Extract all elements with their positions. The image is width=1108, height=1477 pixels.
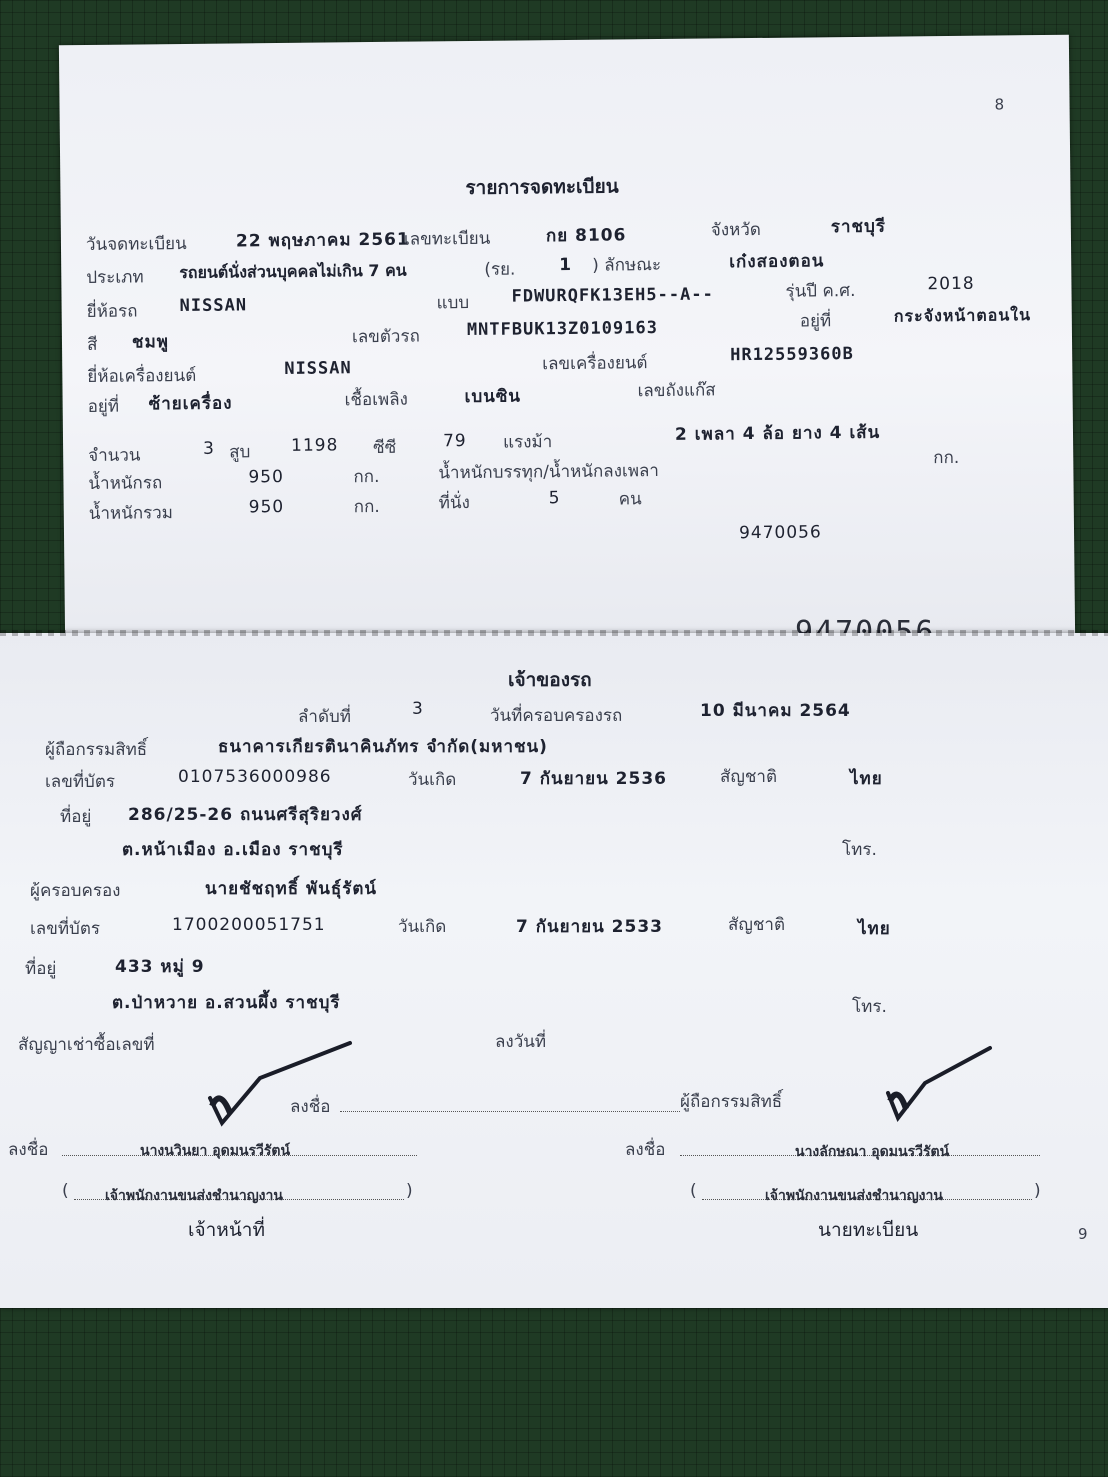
sign-line [340, 1111, 680, 1112]
year-label: รุ่นปี ค.ศ. [785, 280, 856, 302]
horsepower: 79 [442, 431, 467, 452]
brand-label: ยี่ห้อรถ [86, 301, 138, 323]
document-serial: 9470056 [738, 522, 822, 544]
chassis-number: MNTFBUK13Z0109163 [466, 318, 658, 341]
color-label: สี [86, 334, 98, 356]
owner-tel-label: โทร. [842, 840, 877, 860]
ry-number: 1 [559, 254, 573, 276]
holder-name: นายชัชฤทธิ์ พันธุ์รัตน์ [205, 879, 377, 899]
registrar-label: นายทะเบียน [818, 1219, 919, 1241]
cylinders: 3 [203, 438, 216, 459]
sign-right-position: เจ้าพนักงานขนส่งชำนาญงาน [765, 1188, 943, 1204]
load-label: น้ำหนักบรรทุก/น้ำหนักลงเพลา [438, 461, 660, 484]
holder-address-line1: 433 หมู่ 9 [115, 957, 205, 977]
weight-unit: กก. [353, 466, 380, 488]
owner-sign-label: ผู้ถือกรรมสิทธิ์ [680, 1092, 783, 1112]
sign-date-label: ลงวันที่ [495, 1032, 547, 1052]
model-label: แบบ [436, 293, 470, 314]
owner-address-label: ที่อยู่ [60, 807, 92, 827]
chassis-location-label: อยู่ที่ [799, 311, 832, 332]
engine-number: HR12559360B [730, 343, 854, 366]
section-title: รายการจดทะเบียน [465, 175, 619, 200]
vehicle-color: ชมพู [131, 332, 170, 353]
fuel-type: เบนซิน [464, 386, 522, 408]
type-label: ประเภท [86, 267, 144, 289]
holder-id-label: เลขที่บัตร [30, 919, 101, 939]
possess-date: 10 มีนาคม 2564 [700, 701, 851, 721]
chassis-location: กระจังหน้าตอนใน [893, 305, 1032, 326]
seats-label: ที่นั่ง [438, 493, 470, 514]
owner-nationality-label: สัญชาติ [720, 767, 777, 787]
owner-dob-label: วันเกิด [408, 770, 457, 790]
sign-label: ลงชื่อ [290, 1097, 331, 1117]
sign-right-name: นางลักษณา อุดมนรวีรัตน์ [795, 1144, 950, 1160]
page-number: 8 [994, 95, 1005, 114]
holder-address-label: ที่อยู่ [25, 959, 57, 979]
load-unit: กก. [933, 447, 960, 469]
holder-dob: 7 กันยายน 2533 [516, 917, 663, 937]
province-label: จังหวัด [710, 219, 762, 241]
quantity-label: จำนวน [88, 445, 141, 467]
owner-nationality: ไทย [850, 769, 883, 789]
owner-section-title: เจ้าของรถ [508, 669, 592, 691]
holder-dob-label: วันเกิด [398, 917, 447, 937]
engine-brand: NISSAN [284, 358, 352, 379]
persons-label: คน [618, 489, 642, 510]
order-number: 3 [412, 699, 424, 719]
gas-tank-label: เลขถังแก๊ส [637, 380, 716, 402]
signature-mark-right [880, 1043, 1000, 1123]
owner-address-line2: ต.หน้าเมือง อ.เมือง ราชบุรี [122, 840, 344, 860]
weight-label: น้ำหนักรถ [88, 473, 163, 495]
paren-left-close: ) [406, 1181, 413, 1201]
plate-number: กย 8106 [545, 225, 627, 247]
engine-no-label: เลขเครื่องยนต์ [542, 353, 648, 375]
fold-perforation [0, 630, 1108, 636]
owner-id-label: เลขที่บัตร [45, 772, 116, 792]
reg-date-label: วันจดทะเบียน [85, 233, 187, 256]
fuel-label: เชื้อเพลิง [344, 389, 409, 411]
gross-weight: 950 [248, 496, 285, 518]
vehicle-type: รถยนต์นั่งส่วนบุคคลไม่เกิน 7 คน [179, 260, 407, 283]
owner-id: 0107536000986 [178, 767, 332, 787]
sign-left-position: เจ้าพนักงานขนส่งชำนาญงาน [105, 1188, 283, 1204]
chassis-label: เลขตัวรถ [351, 326, 420, 348]
paren-right-open: ( [690, 1181, 697, 1201]
engine-cc: 1198 [290, 435, 339, 456]
owner-label: ผู้ถือกรรมสิทธิ์ [45, 740, 148, 760]
registration-sheet-top [59, 35, 1075, 646]
model: FDWURQFK13EH5--A-- [511, 284, 714, 307]
axle-info: 2 เพลา 4 ล้อ ยาง 4 เส้น [674, 422, 881, 445]
signature-mark-left [200, 1038, 370, 1128]
possess-date-label: วันที่ครอบครองรถ [490, 706, 623, 726]
owner-address-line1: 286/25-26 ถนนศรีสุริยวงศ์ [128, 805, 363, 825]
gross-weight-label: น้ำหนักรวม [88, 503, 174, 525]
engine-location: ซ้ายเครื่อง [148, 393, 233, 415]
owner-sheet-bottom [0, 633, 1108, 1308]
seats: 5 [548, 488, 561, 509]
model-year: 2018 [927, 273, 975, 295]
holder-id: 1700200051751 [172, 915, 326, 935]
owner-dob: 7 กันยายน 2536 [520, 769, 667, 789]
holder-nationality: ไทย [858, 919, 891, 939]
paren-left-open: ( [62, 1181, 69, 1201]
reg-date: 22 พฤษภาคม 2561 [235, 229, 410, 252]
sign-left-name: นางนวินยา อุดมนรวีรัตน์ [140, 1143, 291, 1159]
gross-weight-unit: กก. [353, 496, 380, 518]
sign-right-label: ลงชื่อ [625, 1140, 666, 1160]
order-label: ลำดับที่ [298, 707, 352, 727]
paren-right-close: ) [1034, 1181, 1041, 1201]
plate-label: เลขทะเบียน [403, 228, 491, 250]
engine-brand-label: ยี่ห้อเครื่องยนต์ [87, 365, 197, 388]
page-number-bottom: 9 [1078, 1225, 1088, 1243]
holder-address-line2: ต.ป่าหวาย อ.สวนผึ้ง ราชบุรี [112, 993, 341, 1013]
cc-label: ซีซี [373, 437, 397, 459]
horsepower-label: แรงม้า [502, 432, 553, 453]
officer-label: เจ้าหน้าที่ [188, 1219, 266, 1241]
province: ราชบุรี [830, 216, 887, 238]
engine-location-label: อยู่ที่ [87, 396, 120, 418]
holder-nationality-label: สัญชาติ [728, 915, 785, 935]
holder-tel-label: โทร. [852, 997, 887, 1017]
vehicle-weight: 950 [248, 466, 284, 488]
style-label: ) ลักษณะ [592, 255, 662, 276]
owner-name: ธนาคารเกียรตินาคินภัทร จำกัด(มหาชน) [218, 737, 548, 757]
sign-left-label: ลงชื่อ [8, 1140, 49, 1160]
brand: NISSAN [179, 295, 248, 317]
ry-label: (รย. [484, 259, 516, 280]
body-style: เก๋งสองตอน [729, 251, 825, 273]
holder-label: ผู้ครอบครอง [30, 881, 121, 901]
contract-label: สัญญาเช่าซื้อเลขที่ [18, 1035, 155, 1055]
cylinders-label: สูบ [229, 442, 251, 463]
